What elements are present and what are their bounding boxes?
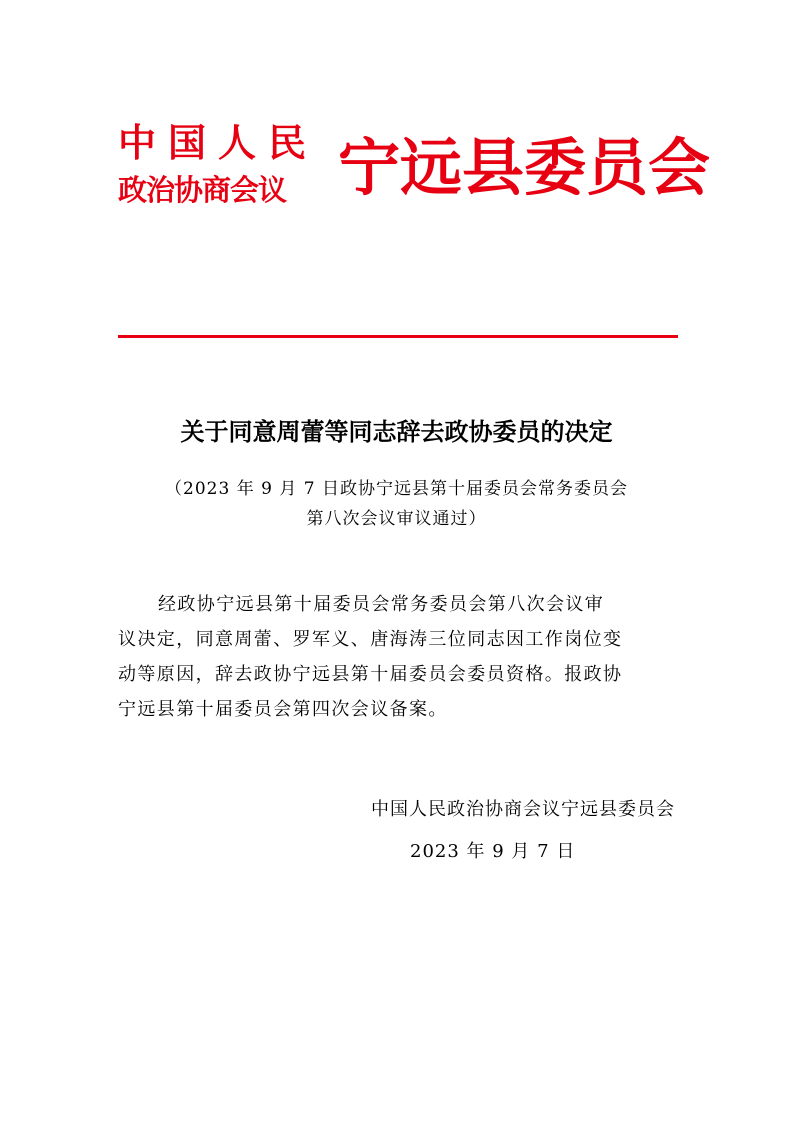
- signature-date: 2023 年 9 月 7 日: [410, 841, 576, 862]
- letterhead-line-1: 中国人民: [118, 121, 319, 165]
- body-paragraph: [118, 587, 680, 727]
- letterhead: [118, 118, 711, 218]
- body-line: 议决定，同意周蕾、罗军义、唐海涛三位同志因工作岗位变: [118, 629, 623, 650]
- signature-org: 中国人民政治协商会议宁远县委员会: [371, 799, 675, 820]
- document-subtitle: [0, 474, 793, 534]
- subtitle-line-1: （2023 年 9 月 7 日政协宁远县第十届委员会常务委员会: [165, 479, 628, 499]
- letterhead-line-2: 政治协商会议: [118, 173, 287, 207]
- body-line: 宁远县第十届委员会第四次会议备案。: [118, 699, 448, 720]
- body-line: 经政协宁远县第十届委员会常务委员会第八次会议审: [158, 594, 605, 615]
- document-title: 关于同意周蕾等同志辞去政协委员的决定: [180, 418, 613, 446]
- letterhead-left-block: [118, 118, 333, 218]
- subtitle-line-2: 第八次会议审议通过）: [306, 509, 487, 529]
- letterhead-divider: [118, 335, 678, 338]
- document-body: [118, 587, 680, 727]
- letterhead-org-name: 宁远县委员会: [338, 131, 711, 204]
- body-line: 动等原因，辞去政协宁远县第十届委员会委员资格。报政协: [118, 664, 623, 685]
